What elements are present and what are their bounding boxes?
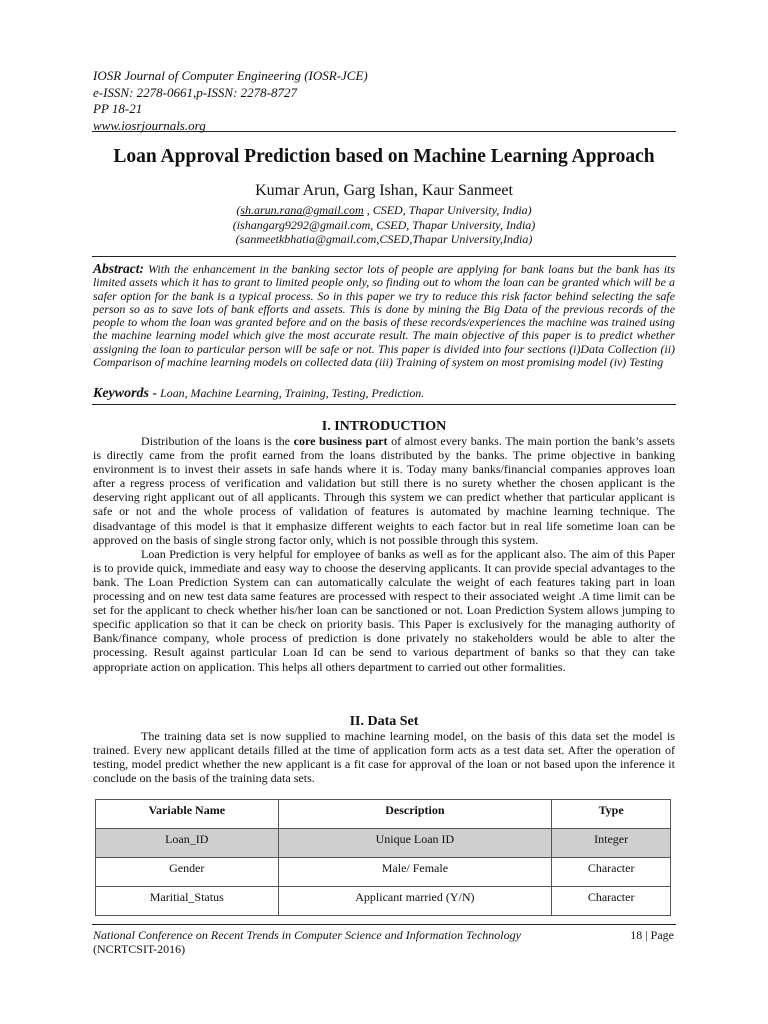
table-header-row <box>96 800 671 829</box>
paper-authors: Kumar Arun, Garg Ishan, Kaur Sanmeet <box>255 182 513 199</box>
affiliation-3: (sanmeetkbhatia@gmail.com,CSED,Thapar University,India) <box>235 232 533 246</box>
journal-header <box>93 68 368 134</box>
abstract-text: With the enhancement in the banking sector lots of people are applying for bank loans but the bank has its limited assets which it has to grant to limited people only, so finding out to whom the loan can be granted which will be a safer option for the bank is a typical process. So in this paper we try to reduce this risk factor behind selecting the safe person so as to save lots of bank efforts and assets. This is done by mining the Big Data of the previous records of the people to whom the loan was granted before and on the basis of these records/experiences the machine was trained using the machine learning model which give the most accurate result. The main objective of this paper is to predict whether assigning the loan to particular person will be safe or not. This paper is divided into four sections (i)Data Collection (ii) Comparison of machine learning models on collected data (iii) Training of system on most promising model (iv) Testing <box>93 262 675 370</box>
table-cell: Gender <box>96 858 279 887</box>
author-affiliations <box>0 203 768 247</box>
page-number: 18 | Page <box>630 928 674 942</box>
bold-phrase: core business part <box>293 434 392 448</box>
abstract-label: Abstract: <box>93 261 145 276</box>
table-cell: Maritial_Status <box>96 887 279 916</box>
page-footer <box>93 928 521 956</box>
column-header: Type <box>552 800 671 829</box>
keywords-label: Keywords - <box>93 386 158 401</box>
table-cell: Unique Loan ID <box>278 829 552 858</box>
dataset-paragraph-1: The training data set is now supplied to machine learning model, on the basis of this data set the model is trained. Every new applicant details filled at the time of application form acts as a test data set. After the operation of testing, model predict whether the new applicant is a fit case for approval of the loan or not based upon the inference it conclude on the basis of the training data sets. <box>93 729 675 786</box>
intro-paragraph-2: Loan Prediction is very helpful for employee of banks as well as for the applicant also. The aim of this Paper is to provide quick, immediate and easy way to choose the deserving applicants. It can provide special advantages to the bank. The Loan Prediction System can can automatically calculate the weight of each features taking part in loan processing and on new test data same features are processed with respect to their associated weight .A time limit can be set for the applicant to check whether his/her loan can be sanctioned or not. Loan Prediction System allows jumping to specific application so that it can be check on priority basis. This Paper is exclusively for the managing authority of Bank/finance company, whole process of prediction is done privately no stakeholders would be able to alter the processing. Result against particular Loan Id can be send to various department of banks so that they can take appropriate action on application. This helps all others department to carried out other formalities. <box>93 546 675 674</box>
table-cell: Applicant married (Y/N) <box>278 887 552 916</box>
abstract-rule <box>92 256 676 257</box>
table-cell: Loan_ID <box>96 829 279 858</box>
footer-rule <box>92 924 676 925</box>
table-row <box>96 858 671 887</box>
abstract <box>93 262 675 369</box>
column-header: Variable Name <box>96 800 279 829</box>
keywords-rule <box>92 404 676 405</box>
affiliation-1: (sh.arun.rana@gmail.com , CSED, Thapar University, India) <box>236 203 532 217</box>
journal-name: IOSR Journal of Computer Engineering (IOSR-JCE) <box>93 68 368 83</box>
table-cell: Integer <box>552 829 671 858</box>
dataset-body <box>93 729 675 785</box>
dataset-variables-table <box>95 799 671 916</box>
journal-website: www.iosrjournals.org <box>93 117 206 133</box>
keywords-text: Loan, Machine Learning, Training, Testing, Prediction. <box>160 386 425 400</box>
journal-pages: PP 18-21 <box>93 101 143 116</box>
column-header: Description <box>278 800 552 829</box>
table-row <box>96 829 671 858</box>
table-row <box>96 887 671 916</box>
introduction-body <box>93 434 675 674</box>
table-cell: Character <box>552 858 671 887</box>
affiliation-2: (ishangarg9292@gmail.com, CSED, Thapar University, India) <box>232 217 536 232</box>
header-rule <box>92 131 676 132</box>
conference-name: National Conference on Recent Trends in Computer Science and Information Technology <box>93 928 521 942</box>
section-heading-introduction: I. INTRODUCTION <box>321 419 447 434</box>
author-email-link[interactable]: sh.arun.rana@gmail.com <box>240 203 364 217</box>
section-heading-dataset: II. Data Set <box>349 714 419 729</box>
intro-paragraph-1: Distribution of the loans is the core business part of almost every banks. The main portion the bank’s assets is directly came from the profit earned from the loans distributed by the banks. The prime objective in banking environment is to invest their assets in safe hands where it is. Today many banks/financial companies approves loan after a regress process of verification and validation but still there is no surety whether the chosen applicant is the deserving right applicant out of all applicants. Through this system we can predict whether that particular applicant is safe or not and the whole process of validation of features is automated by machine learning technique. The disadvantage of this model is that it emphasize different weights to each factor but in real life sometime loan can be approved on the basis of single strong factor only, which is not possible through this system. <box>93 434 675 547</box>
journal-issn: e-ISSN: 2278-0661,p-ISSN: 2278-8727 <box>93 84 297 100</box>
keywords <box>93 386 675 402</box>
table-cell: Male/ Female <box>278 858 552 887</box>
table-cell: Character <box>552 887 671 916</box>
paper-title: Loan Approval Prediction based on Machine Learning Approach <box>113 146 655 167</box>
conference-acronym: (NCRTCSIT-2016) <box>93 942 186 956</box>
